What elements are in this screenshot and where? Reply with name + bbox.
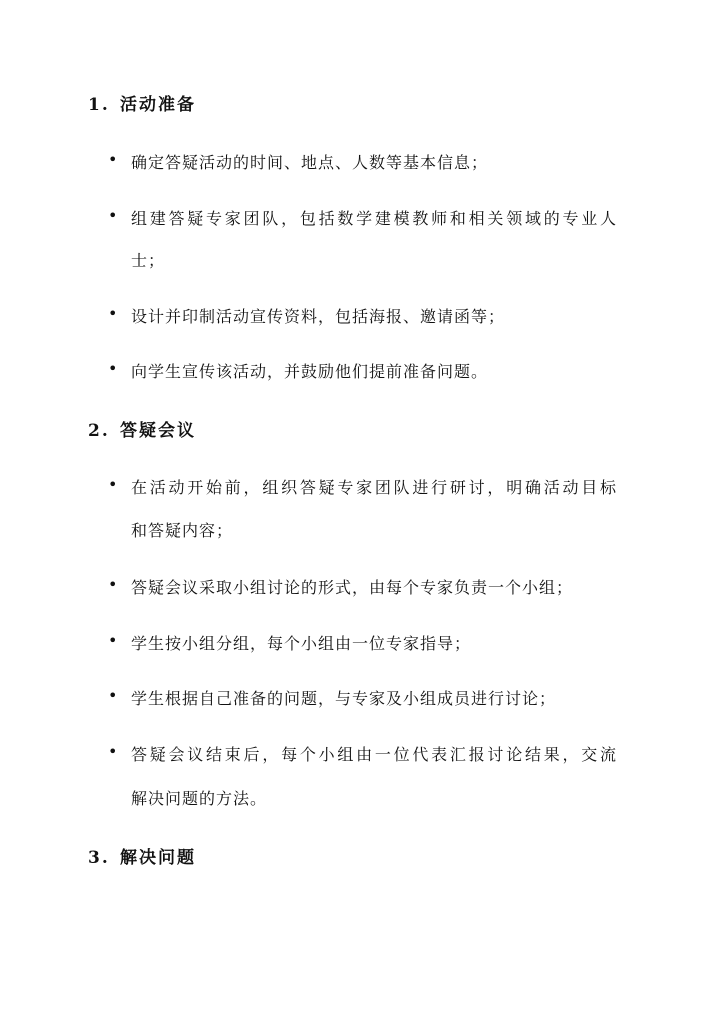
list-item-line: 答疑会议采取小组讨论的形式，由每个专家负责一个小组； [131, 578, 574, 597]
section-title: 答疑会议 [120, 421, 196, 441]
section-heading-2 [88, 416, 196, 441]
section-heading-1 [88, 90, 196, 115]
list-item-line: 组建答疑专家团队，包括数学建模教师和相关领域的专业人 [131, 209, 617, 228]
bullet-icon: • [108, 206, 118, 225]
list-item-line: 设计并印制活动宣传资料，包括海报、邀请函等； [131, 307, 506, 326]
section-heading-3 [88, 843, 196, 868]
list-item-line: 学生按小组分组，每个小组由一位专家指导； [131, 634, 472, 653]
list-item-line: 确定答疑活动的时间、地点、人数等基本信息； [131, 153, 489, 172]
bullet-icon: • [108, 150, 118, 169]
list-item-line: 在活动开始前，组织答疑专家团队进行研讨，明确活动目标 [131, 478, 617, 497]
section-title: 解决问题 [120, 848, 196, 868]
bullet-icon: • [108, 475, 118, 494]
bullet-icon: • [108, 575, 118, 594]
section-number: 2. [88, 421, 110, 441]
bullet-icon: • [108, 686, 118, 705]
bullet-icon: • [108, 304, 118, 323]
bullet-icon: • [108, 359, 118, 378]
section-title: 活动准备 [120, 95, 196, 115]
bullet-icon: • [108, 742, 118, 761]
list-item-line: 答疑会议结束后，每个小组由一位代表汇报讨论结果，交流 [131, 745, 617, 764]
section-number: 1. [88, 95, 110, 115]
list-item-line: 学生根据自己准备的问题，与专家及小组成员进行讨论； [131, 689, 557, 708]
section-number: 3. [88, 848, 110, 868]
bullet-icon: • [108, 631, 118, 650]
list-item-line: 和答疑内容； [131, 521, 234, 540]
list-item-line: 士； [131, 251, 166, 270]
list-item-line: 向学生宣传该活动，并鼓励他们提前准备问题。 [131, 362, 489, 381]
list-item-line: 解决问题的方法。 [131, 789, 268, 808]
